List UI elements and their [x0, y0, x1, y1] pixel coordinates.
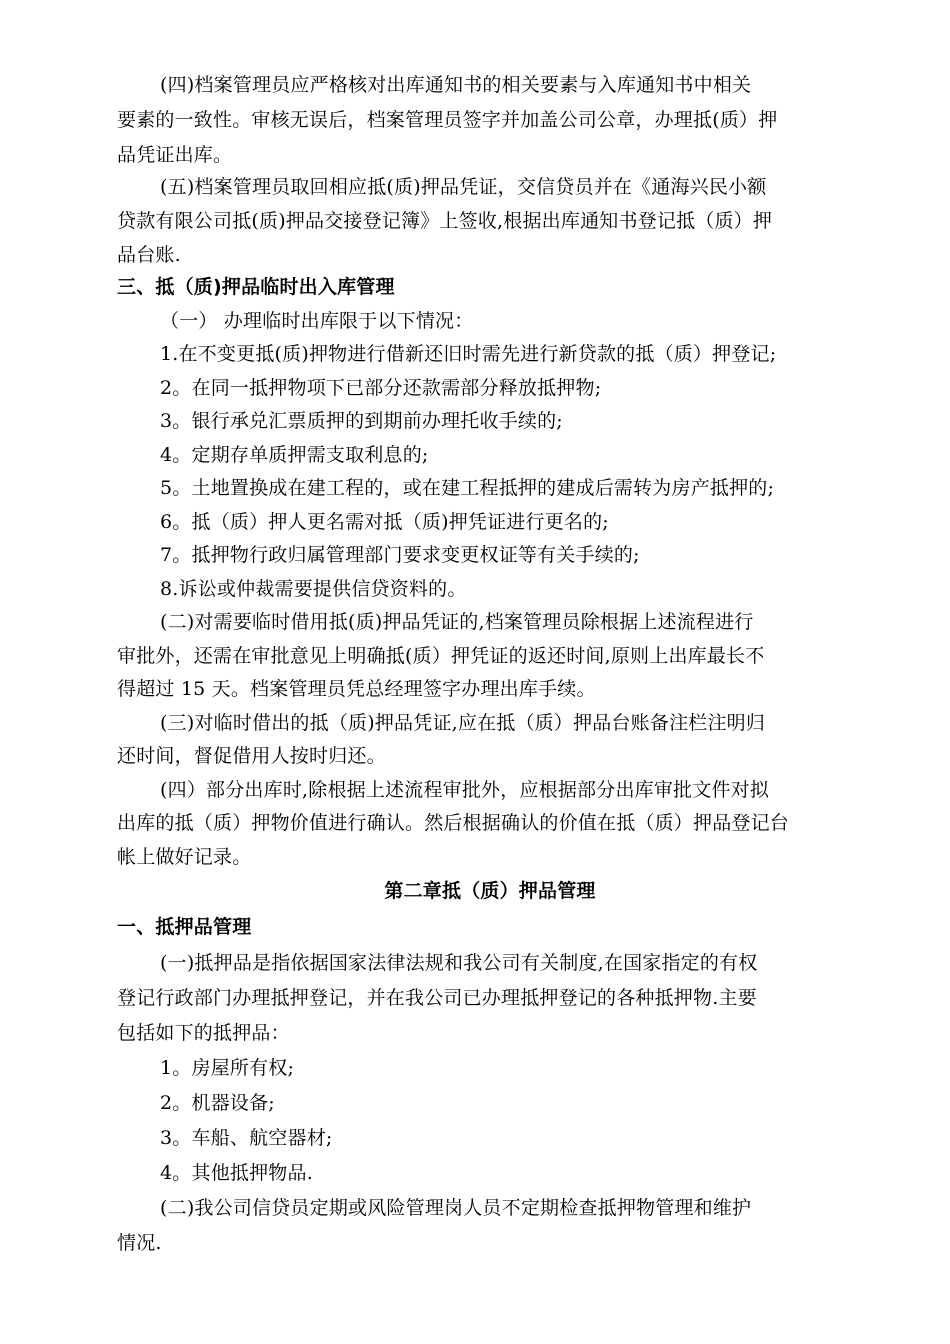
chapter-2-item-i-line-3: 包括如下的抵押品： [117, 1022, 290, 1044]
chapter-2-item-ii-line-1: (二)我公司信贷员定期或风险管理岗人员不定期检查抵押物管理和维护 [160, 1197, 752, 1219]
list-item: 4。其他抵押物品. [160, 1162, 313, 1184]
chapter-2-title: 第二章抵（质）押品管理 [384, 880, 596, 902]
list-item: 5。土地置换成在建工程的，或在建工程抵押的建成后需转为房产抵押的; [160, 477, 775, 499]
list-item: 2。机器设备; [160, 1092, 275, 1114]
paragraph-v-line-2: 贷款有限公司抵(质)押品交接登记簿》上签收,根据出库通知书登记抵（质）押 [117, 210, 773, 232]
paragraph-v-line-3: 品台账. [117, 244, 181, 266]
chapter-2-item-ii-line-2: 情况. [117, 1232, 162, 1254]
list-item: 3。银行承兑汇票质押的到期前办理托收手续的; [160, 410, 563, 432]
list-item: 6。抵（质）押人更名需对抵（质)押凭证进行更名的; [160, 511, 609, 533]
section-3-item-iii-line-1: (三)对临时借出的抵（质)押品凭证,应在抵（质）押品台账备注栏注明归 [160, 712, 766, 734]
section-3-item-iii-line-2: 还时间，督促借用人按时归还。 [117, 745, 386, 767]
section-3-item-ii-line-1: (二)对需要临时借用抵(质)押品凭证的,档案管理员除根据上述流程进行 [160, 611, 754, 633]
paragraph-v-line-1: (五)档案管理员取回相应抵(质)押品凭证，交信贷员并在《通海兴民小额 [160, 176, 767, 198]
paragraph-iv-line-2: 要素的一致性。审核无误后，档案管理员签字并加盖公司公章，办理抵(质）押 [117, 109, 778, 131]
section-1-heading: 一、抵押品管理 [117, 916, 252, 938]
paragraph-iv-line-1: (四)档案管理员应严格核对出库通知书的相关要素与入库通知书中相关 [160, 74, 752, 96]
section-3-item-iv-line-3: 帐上做好记录。 [117, 846, 252, 868]
section-3-item-i: （一） 办理临时出库限于以下情况： [160, 310, 474, 332]
paragraph-iv-line-3: 品凭证出库。 [117, 144, 233, 166]
chapter-2-item-i-line-2: 登记行政部门办理抵押登记，并在我公司已办理抵押登记的各种抵押物.主要 [117, 987, 757, 1009]
chapter-2-item-i-line-1: (一)抵押品是指依据国家法律法规和我公司有关制度,在国家指定的有权 [160, 952, 758, 974]
list-item: 8.诉讼或仲裁需要提供信贷资料的。 [160, 578, 467, 600]
list-item: 3。车船、航空器材; [160, 1127, 333, 1149]
list-item: 1.在不变更抵(质)押物进行借新还旧时需先进行新贷款的抵（质）押登记; [160, 343, 777, 365]
section-3-heading: 三、抵（质)押品临时出入库管理 [117, 276, 395, 298]
section-3-item-ii-line-3: 得超过 15 天。档案管理员凭总经理签字办理出库手续。 [117, 678, 596, 700]
list-item: 1。房屋所有权; [160, 1057, 295, 1079]
section-3-item-iv-line-1: (四）部分出库时,除根据上述流程审批外，应根据部分出库审批文件对拟 [160, 779, 770, 801]
list-item: 2。在同一抵押物项下已部分还款需部分释放抵押物; [160, 377, 602, 399]
list-item: 7。抵押物行政归属管理部门要求变更权证等有关手续的; [160, 544, 640, 566]
section-3-item-iv-line-2: 出库的抵（质）押物价值进行确认。然后根据确认的价值在抵（质）押品登记台 [117, 812, 790, 834]
list-item: 4。定期存单质押需支取利息的; [160, 444, 429, 466]
section-3-item-ii-line-2: 审批外，还需在审批意见上明确抵(质）押凭证的返还时间,原则上出库最长不 [117, 645, 765, 667]
